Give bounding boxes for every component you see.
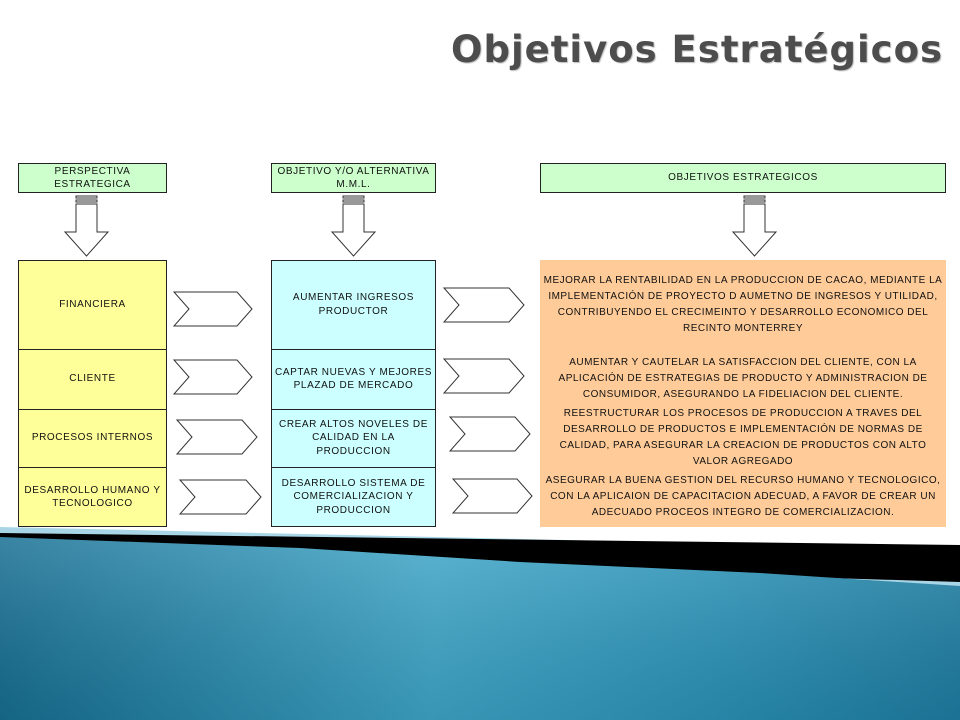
down-arrow-icon bbox=[332, 196, 375, 256]
objetivo-crear-calidad: CREAR ALTOS NOVELES DE CALIDAD EN LA PRODUCCION bbox=[279, 418, 428, 457]
chevron-right-icon bbox=[453, 479, 532, 513]
estrategico-recurso-humano: ASEGURAR LA BUENA GESTION DEL RECURSO HUMANO Y TECNOLOGICO, CON LA APLICAION DE CAPACITACION ADECUAD, A FAVOR DE CREAR UN ADECUADO PROCEOS INTEGRO DE COMERCIALIZACION. bbox=[540, 467, 946, 527]
perspectiva-cliente: CLIENTE bbox=[69, 373, 116, 385]
header-objetivos-estrategicos: OBJETIVOS ESTRATEGICOS bbox=[540, 163, 946, 193]
objetivo-captar-mercado: CAPTAR NUEVAS Y MEJORES PLAZAD DE MERCADO bbox=[275, 366, 432, 391]
chevron-right-icon bbox=[444, 359, 524, 393]
estrategico-satisfaccion-cliente: AUMENTAR Y CAUTELAR LA SATISFACCION DEL CLIENTE, CON LA APLICACIÓN DE ESTRATEGIAS DE PRODUCTO Y ADMINISTRACION DE CONSUMIDOR, ASEGURANDO LA FIDELIACION DEL CLIENTE. bbox=[540, 349, 946, 409]
header-perspectiva-estrategica: PERSPECTIVA ESTRATEGICA bbox=[18, 163, 167, 193]
down-arrow-icon bbox=[733, 196, 776, 256]
chevron-right-icon bbox=[174, 360, 252, 394]
objetivo-aumentar-ingresos: AUMENTAR INGRESOS PRODUCTOR bbox=[292, 292, 415, 317]
header-objetivo-alternativa: OBJETIVO Y/O ALTERNATIVA M.M.L. bbox=[271, 163, 436, 193]
estrategico-reestructurar-procesos: REESTRUCTURAR LOS PROCESOS DE PRODUCCION A TRAVES DEL DESARROLLO DE PRODUCTOS E IMPLEMENTACIÓN DE NORMAS DE CALIDAD, PARA ASEGURAR LA CREACION DE PRODUCTOS CON ALTO VALOR AGREGADO bbox=[540, 409, 946, 467]
chevron-right-icon bbox=[177, 420, 257, 454]
chevron-right-icon bbox=[174, 292, 252, 326]
chevron-right-icon bbox=[180, 480, 261, 514]
down-arrow-icon bbox=[65, 196, 108, 256]
objetivo-desarrollo-sistema: DESARROLLO SISTEMA DE COMERCIALIZACION Y PRODUCCION bbox=[281, 477, 426, 516]
perspectiva-procesos-internos: PROCESOS INTERNOS bbox=[31, 432, 154, 444]
perspectiva-financiera: FINANCIERA bbox=[59, 298, 126, 310]
estrategico-rentabilidad: MEJORAR LA RENTABILIDAD EN LA PRODUCCION DE CACAO, MEDIANTE LA IMPLEMENTACIÓN DE PROYECTO D AUMETNO DE INGRESOS Y UTILIDAD, CONTRIBUYENDO EL CRECIMEINTO Y DESARROLLO ECONOMICO DEL RECINTO MONTERREY bbox=[540, 260, 946, 349]
chevron-right-icon bbox=[444, 288, 524, 322]
perspectiva-desarrollo-humano: DESARROLLO HUMANO Y TECNOLOGICO bbox=[24, 484, 161, 509]
page-title: Objetivos Estratégicos bbox=[451, 28, 944, 71]
chevron-right-icon bbox=[450, 417, 530, 451]
